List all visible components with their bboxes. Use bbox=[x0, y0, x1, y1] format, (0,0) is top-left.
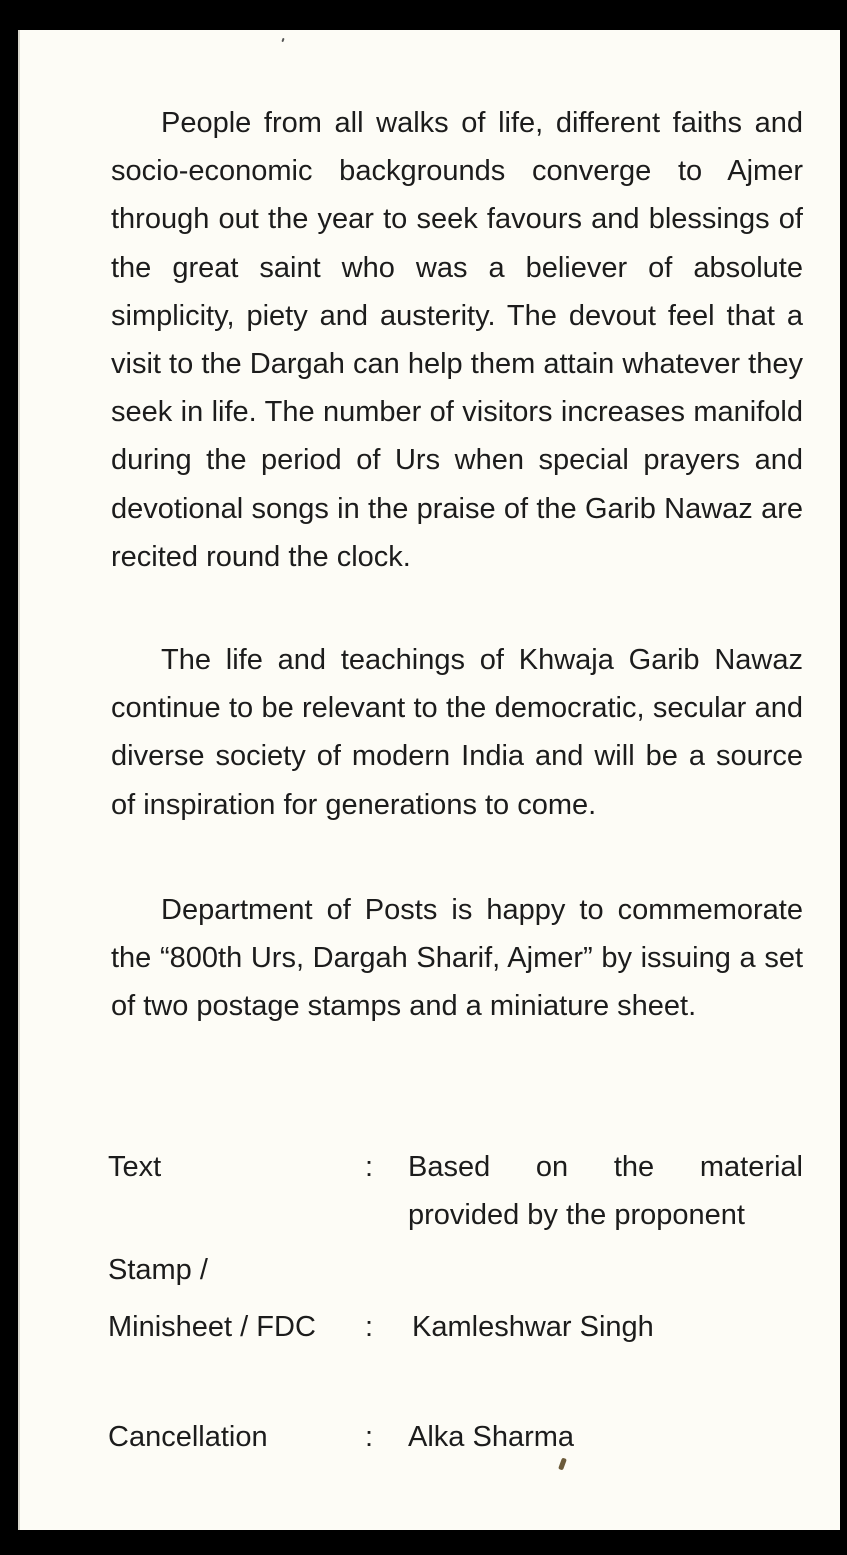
credit-cancellation-value: Alka Sharma bbox=[408, 1421, 575, 1453]
paragraph-visitors: People from all walks of life, different faiths and socio-economic backgrounds converge to Ajmer through out the year to seek favours and blessings of the great saint who was a believer of absolute simplicity, piety and austerity. The devout feel that a visit to the Dargah can help them attain whatever they seek in life. The number of visitors increases manifold during the period of Urs when special prayers and devotional songs in the praise of the Garib Nawaz are recited round the clock. bbox=[111, 107, 803, 573]
paragraph-teachings: The life and teachings of Khwaja Garib Nawaz continue to be relevant to the democratic, secular and diverse society of modern India and will be a source of inspiration for generations to come. bbox=[111, 644, 803, 821]
credit-cancellation-colon: : bbox=[365, 1421, 374, 1453]
credit-stamp-label: Stamp / bbox=[108, 1254, 208, 1286]
brochure-page bbox=[18, 30, 840, 1530]
credit-text-value: Based on the material provided by the proponent bbox=[408, 1151, 803, 1231]
credit-text-colon: : bbox=[365, 1151, 374, 1183]
credit-stamp-colon: : bbox=[365, 1311, 374, 1343]
credit-cancellation-label: Cancellation bbox=[108, 1421, 268, 1453]
credit-text-label: Text bbox=[108, 1151, 162, 1183]
credit-stamp-value: Kamleshwar Singh bbox=[412, 1311, 654, 1343]
ink-speck bbox=[281, 38, 284, 42]
credit-minisheet-label: Minisheet / FDC bbox=[108, 1311, 316, 1343]
paragraph-commemoration: Department of Posts is happy to commemorate the “800th Urs, Dargah Sharif, Ajmer” by issuing a set of two postage stamps and a miniature sheet. bbox=[111, 894, 803, 1023]
